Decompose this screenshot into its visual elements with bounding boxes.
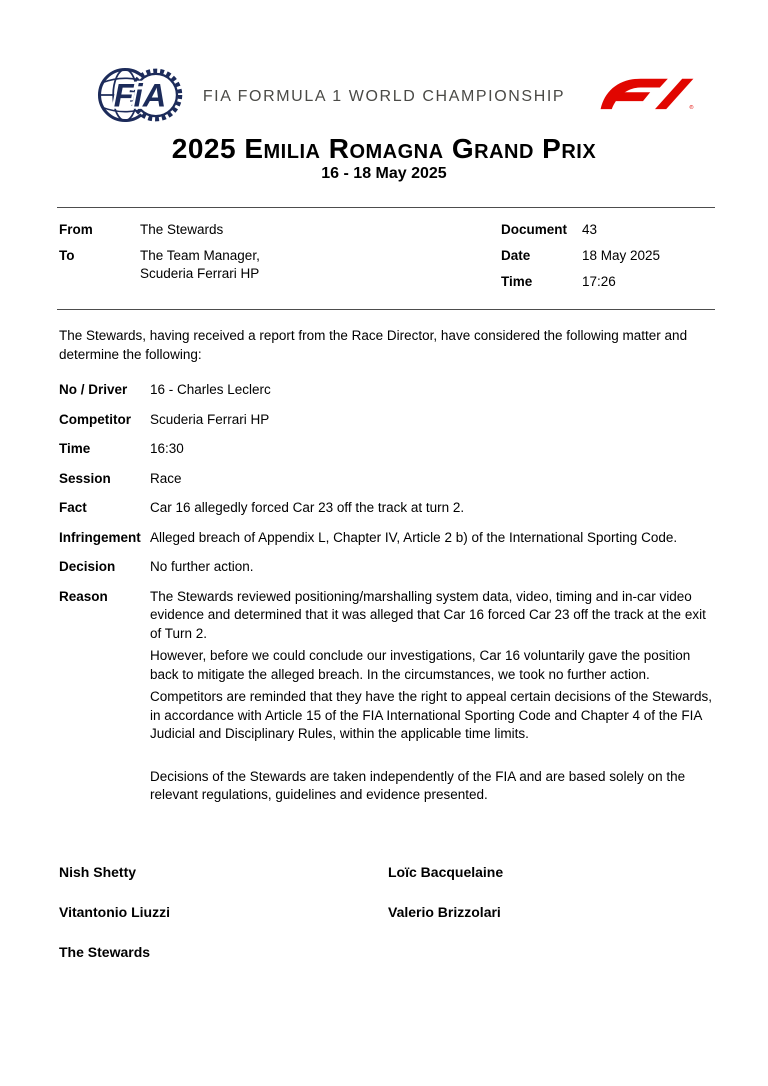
date-value: 18 May 2025	[582, 248, 661, 263]
time-label: Time	[501, 274, 533, 289]
session-value: Race	[150, 470, 182, 486]
document-number-row	[501, 221, 715, 239]
document-number-label: Document	[501, 222, 568, 237]
reason-value	[150, 588, 716, 748]
document-number-value: 43	[582, 222, 598, 237]
infringement-label: Infringement	[59, 529, 141, 545]
time-value: 17:26	[582, 274, 616, 289]
fact-value: Car 16 allegedly forced Car 23 off the track at turn 2.	[150, 500, 465, 515]
no-driver-label: No / Driver	[59, 382, 128, 397]
field-row-session	[59, 470, 716, 489]
session-time-value: 16:30	[150, 441, 184, 456]
reason-paragraph-1: The Stewards reviewed positioning/marshalling system data, video, timing and in-car video evidence and determined that it was alleged that Car 16 forced Car 23 off the track at the exit of Turn 2.	[150, 588, 706, 641]
meta-doc-info	[501, 221, 715, 299]
field-row-competitor	[59, 411, 716, 430]
reason-paragraph-3: Competitors are reminded that they have the right to appeal certain decisions of the Stewards, in accordance with Article 15 of the FIA International Sporting Code and Chapter 4 of the FIA Judicial and Disciplinary Rules, within the applicable time limits.	[150, 689, 713, 741]
closing-spacer	[59, 768, 150, 805]
competitor-value: Scuderia Ferrari HP	[150, 411, 270, 427]
session-time-label: Time	[59, 441, 91, 456]
f1-logo-icon	[599, 77, 695, 115]
to-value	[140, 247, 260, 283]
document-body	[0, 310, 768, 805]
field-row-decision	[59, 558, 716, 577]
signature-row-1	[59, 863, 716, 881]
event-title: 2025 Emilia Romagna Grand Prix	[171, 133, 597, 164]
competitor-label: Competitor	[59, 411, 131, 427]
intro-paragraph: The Stewards, having received a report from the Race Director, have considered the following matter and determine the following:	[59, 328, 688, 362]
championship-header-text: FIA FORMULA 1 WORLD CHAMPIONSHIP	[202, 88, 566, 105]
date-row	[501, 247, 715, 265]
field-row-time	[59, 440, 716, 459]
fia-logo-text: FiA	[113, 77, 167, 114]
to-row	[59, 247, 260, 283]
from-label: From	[59, 222, 93, 237]
decision-label: Decision	[59, 559, 116, 574]
time-row	[501, 273, 715, 291]
field-row-fact	[59, 499, 716, 518]
field-row-no-driver	[59, 381, 716, 400]
decision-value: No further action.	[150, 559, 254, 574]
session-label: Session	[59, 470, 111, 486]
steward-name-2: Loïc Bacquelaine	[388, 863, 504, 880]
field-row-reason	[59, 588, 716, 748]
no-driver-value: 16 - Charles Leclerc	[150, 382, 271, 397]
f1-registered-mark: ®	[689, 105, 694, 110]
signature-row-2	[59, 903, 716, 921]
meta-section	[0, 208, 768, 309]
the-stewards-signoff: The Stewards	[59, 943, 151, 960]
steward-name-1: Nish Shetty	[59, 863, 137, 880]
infringement-value: Alleged breach of Appendix L, Chapter IV, Article 2 b) of the International Sporting Code.	[150, 529, 678, 545]
signature-footer-row	[59, 943, 716, 961]
to-label: To	[59, 248, 75, 263]
document-header	[0, 0, 768, 207]
steward-name-4: Valerio Brizzolari	[388, 903, 501, 920]
steward-name-3: Vitantonio Liuzzi	[59, 903, 170, 920]
to-value-line2: Scuderia Ferrari HP	[140, 266, 260, 281]
fact-label: Fact	[59, 500, 87, 515]
field-row-infringement	[59, 529, 716, 548]
reason-label: Reason	[59, 588, 108, 604]
field-row-closing	[59, 768, 716, 805]
from-row	[59, 221, 260, 239]
meta-from-to	[59, 221, 260, 299]
date-label: Date	[501, 248, 531, 263]
from-value: The Stewards	[140, 222, 224, 237]
event-dates: 16 - 18 May 2025	[321, 165, 447, 182]
closing-paragraph: Decisions of the Stewards are taken independently of the FIA and are based solely on the relevant regulations, guidelines and evidence presented.	[150, 768, 686, 802]
signatures-section	[0, 863, 768, 961]
reason-paragraph-2: However, before we could conclude our investigations, Car 16 voluntarily gave the position back to mitigate the alleged breach. In the circumstances, we took no further action.	[150, 648, 691, 682]
to-value-line1: The Team Manager,	[140, 248, 260, 263]
